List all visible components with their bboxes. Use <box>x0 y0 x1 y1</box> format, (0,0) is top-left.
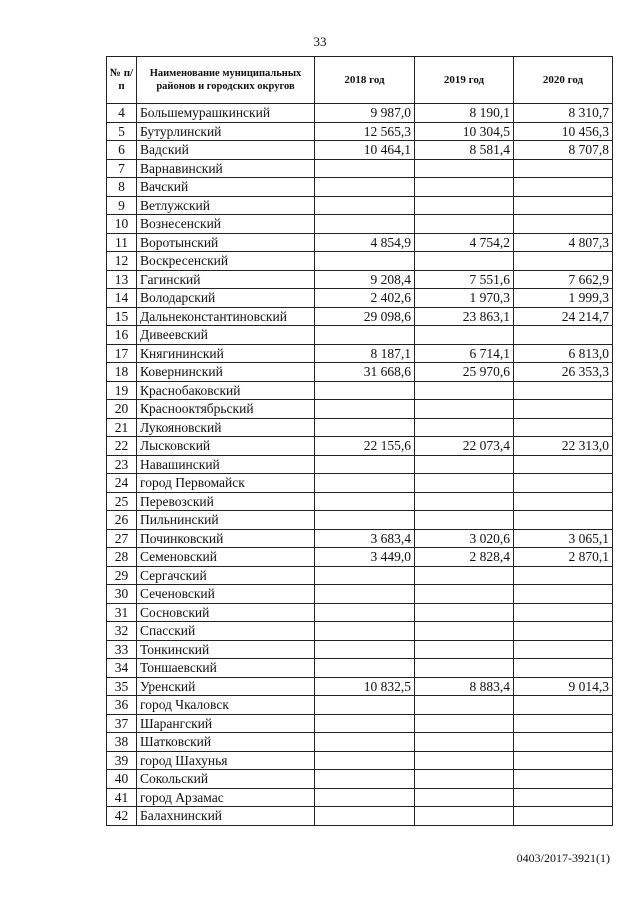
district-name: Володарский <box>137 289 315 308</box>
row-number: 40 <box>107 770 137 789</box>
row-number: 27 <box>107 529 137 548</box>
value-2019 <box>415 511 514 530</box>
value-2018 <box>315 566 415 585</box>
data-table <box>106 56 613 826</box>
row-number: 21 <box>107 418 137 437</box>
value-2020 <box>514 159 613 178</box>
value-2020: 10 456,3 <box>514 122 613 141</box>
district-name: Сеченовский <box>137 585 315 604</box>
value-2019 <box>415 807 514 826</box>
value-2018 <box>315 474 415 493</box>
value-2020 <box>514 807 613 826</box>
header-2020: 2020 год <box>514 57 613 104</box>
district-name: Ветлужский <box>137 196 315 215</box>
district-name: Уренский <box>137 677 315 696</box>
value-2020: 2 870,1 <box>514 548 613 567</box>
value-2020: 4 807,3 <box>514 233 613 252</box>
row-number: 7 <box>107 159 137 178</box>
value-2020 <box>514 622 613 641</box>
district-name: Навашинский <box>137 455 315 474</box>
row-number: 32 <box>107 622 137 641</box>
value-2020 <box>514 474 613 493</box>
table-row <box>107 233 613 252</box>
row-number: 34 <box>107 659 137 678</box>
value-2018 <box>315 714 415 733</box>
table-row <box>107 437 613 456</box>
value-2018 <box>315 418 415 437</box>
header-2019: 2019 год <box>415 57 514 104</box>
value-2020 <box>514 418 613 437</box>
value-2020: 24 214,7 <box>514 307 613 326</box>
value-2018: 12 565,3 <box>315 122 415 141</box>
document-code: 0403/2017-3921(1) <box>516 851 610 865</box>
value-2020 <box>514 511 613 530</box>
value-2018 <box>315 622 415 641</box>
value-2019: 25 970,6 <box>415 363 514 382</box>
district-name: Бутурлинский <box>137 122 315 141</box>
row-number: 25 <box>107 492 137 511</box>
value-2019: 10 304,5 <box>415 122 514 141</box>
value-2019: 8 190,1 <box>415 104 514 123</box>
district-name: Тоншаевский <box>137 659 315 678</box>
value-2019 <box>415 714 514 733</box>
table-row <box>107 104 613 123</box>
value-2020 <box>514 751 613 770</box>
value-2019 <box>415 640 514 659</box>
value-2019 <box>415 196 514 215</box>
value-2018 <box>315 326 415 345</box>
table-row <box>107 363 613 382</box>
value-2019 <box>415 381 514 400</box>
district-name: Вознесенский <box>137 215 315 234</box>
district-name: Краснооктябрьский <box>137 400 315 419</box>
table-row <box>107 603 613 622</box>
value-2020 <box>514 215 613 234</box>
value-2018 <box>315 788 415 807</box>
row-number: 39 <box>107 751 137 770</box>
table-row <box>107 714 613 733</box>
value-2020 <box>514 196 613 215</box>
district-name: Лукояновский <box>137 418 315 437</box>
district-name: Лысковский <box>137 437 315 456</box>
district-name: Перевозский <box>137 492 315 511</box>
value-2019 <box>415 215 514 234</box>
row-number: 13 <box>107 270 137 289</box>
value-2018: 10 832,5 <box>315 677 415 696</box>
district-name: Вачский <box>137 178 315 197</box>
row-number: 11 <box>107 233 137 252</box>
value-2020 <box>514 400 613 419</box>
value-2018: 4 854,9 <box>315 233 415 252</box>
value-2020 <box>514 603 613 622</box>
value-2018 <box>315 159 415 178</box>
table-row <box>107 751 613 770</box>
value-2018: 8 187,1 <box>315 344 415 363</box>
row-number: 41 <box>107 788 137 807</box>
district-name: Балахнинский <box>137 807 315 826</box>
header-name: Наименование муниципальных районов и городских округов <box>137 57 315 104</box>
district-name: Дивеевский <box>137 326 315 345</box>
table-row <box>107 492 613 511</box>
page-number: 33 <box>313 34 327 49</box>
value-2019 <box>415 474 514 493</box>
table-row <box>107 659 613 678</box>
district-name: Шарангский <box>137 714 315 733</box>
value-2020 <box>514 492 613 511</box>
row-number: 4 <box>107 104 137 123</box>
district-name: город Шахунья <box>137 751 315 770</box>
row-number: 38 <box>107 733 137 752</box>
value-2018 <box>315 252 415 271</box>
district-name: Шатковский <box>137 733 315 752</box>
value-2018 <box>315 603 415 622</box>
value-2019 <box>415 751 514 770</box>
table-row <box>107 159 613 178</box>
table-row <box>107 474 613 493</box>
value-2018 <box>315 511 415 530</box>
district-name: Вадский <box>137 141 315 160</box>
value-2020 <box>514 326 613 345</box>
value-2018: 22 155,6 <box>315 437 415 456</box>
value-2018: 10 464,1 <box>315 141 415 160</box>
value-2018 <box>315 196 415 215</box>
table-row <box>107 122 613 141</box>
value-2018 <box>315 696 415 715</box>
table-row <box>107 418 613 437</box>
table-row <box>107 770 613 789</box>
row-number: 23 <box>107 455 137 474</box>
table-row <box>107 215 613 234</box>
value-2020 <box>514 455 613 474</box>
value-2019 <box>415 326 514 345</box>
table-header-row <box>107 57 613 104</box>
value-2019: 2 828,4 <box>415 548 514 567</box>
value-2020 <box>514 788 613 807</box>
row-number: 33 <box>107 640 137 659</box>
value-2019: 3 020,6 <box>415 529 514 548</box>
value-2018: 3 449,0 <box>315 548 415 567</box>
value-2019: 23 863,1 <box>415 307 514 326</box>
table-row <box>107 696 613 715</box>
table-row <box>107 196 613 215</box>
value-2019: 22 073,4 <box>415 437 514 456</box>
value-2020 <box>514 770 613 789</box>
table-row <box>107 807 613 826</box>
value-2018 <box>315 807 415 826</box>
value-2019 <box>415 178 514 197</box>
value-2020 <box>514 566 613 585</box>
value-2020: 9 014,3 <box>514 677 613 696</box>
value-2019: 6 714,1 <box>415 344 514 363</box>
value-2020: 8 310,7 <box>514 104 613 123</box>
value-2019 <box>415 159 514 178</box>
district-name: Сергачский <box>137 566 315 585</box>
value-2018 <box>315 770 415 789</box>
value-2020 <box>514 640 613 659</box>
row-number: 31 <box>107 603 137 622</box>
district-name: Спасский <box>137 622 315 641</box>
value-2018 <box>315 733 415 752</box>
table-row <box>107 326 613 345</box>
value-2019 <box>415 400 514 419</box>
header-num: № п/п <box>107 57 137 104</box>
value-2019 <box>415 770 514 789</box>
row-number: 14 <box>107 289 137 308</box>
value-2020: 8 707,8 <box>514 141 613 160</box>
district-name: Варнавинский <box>137 159 315 178</box>
row-number: 20 <box>107 400 137 419</box>
table-body <box>107 104 613 826</box>
value-2018 <box>315 178 415 197</box>
value-2018 <box>315 492 415 511</box>
table-row <box>107 511 613 530</box>
district-name: Воскресенский <box>137 252 315 271</box>
row-number: 26 <box>107 511 137 530</box>
row-number: 9 <box>107 196 137 215</box>
table-row <box>107 178 613 197</box>
table-row <box>107 566 613 585</box>
value-2020 <box>514 252 613 271</box>
value-2020: 22 313,0 <box>514 437 613 456</box>
value-2018 <box>315 640 415 659</box>
row-number: 22 <box>107 437 137 456</box>
value-2018 <box>315 455 415 474</box>
value-2019 <box>415 455 514 474</box>
district-name: Починковский <box>137 529 315 548</box>
table-row <box>107 788 613 807</box>
value-2018: 2 402,6 <box>315 289 415 308</box>
row-number: 8 <box>107 178 137 197</box>
row-number: 17 <box>107 344 137 363</box>
value-2020: 7 662,9 <box>514 270 613 289</box>
value-2018: 29 098,6 <box>315 307 415 326</box>
row-number: 6 <box>107 141 137 160</box>
value-2019 <box>415 733 514 752</box>
table-row <box>107 400 613 419</box>
row-number: 12 <box>107 252 137 271</box>
value-2019 <box>415 585 514 604</box>
row-number: 18 <box>107 363 137 382</box>
row-number: 19 <box>107 381 137 400</box>
table-row <box>107 270 613 289</box>
value-2019: 8 581,4 <box>415 141 514 160</box>
value-2019: 1 970,3 <box>415 289 514 308</box>
value-2019 <box>415 418 514 437</box>
table-row <box>107 529 613 548</box>
value-2020 <box>514 381 613 400</box>
row-number: 30 <box>107 585 137 604</box>
row-number: 16 <box>107 326 137 345</box>
value-2018 <box>315 751 415 770</box>
value-2018: 9 987,0 <box>315 104 415 123</box>
value-2020 <box>514 696 613 715</box>
row-number: 10 <box>107 215 137 234</box>
table-row <box>107 733 613 752</box>
row-number: 24 <box>107 474 137 493</box>
row-number: 28 <box>107 548 137 567</box>
table-row <box>107 289 613 308</box>
table-row <box>107 252 613 271</box>
row-number: 15 <box>107 307 137 326</box>
table-row <box>107 455 613 474</box>
value-2020 <box>514 733 613 752</box>
table-row <box>107 585 613 604</box>
district-name: Ковернинский <box>137 363 315 382</box>
value-2020 <box>514 659 613 678</box>
value-2018: 31 668,6 <box>315 363 415 382</box>
district-name: Дальнеконстантиновский <box>137 307 315 326</box>
district-name: город Первомайск <box>137 474 315 493</box>
value-2018 <box>315 215 415 234</box>
value-2018 <box>315 659 415 678</box>
value-2018 <box>315 381 415 400</box>
header-2018: 2018 год <box>315 57 415 104</box>
district-name: город Чкаловск <box>137 696 315 715</box>
value-2019 <box>415 788 514 807</box>
value-2019 <box>415 566 514 585</box>
district-name: Краснобаковский <box>137 381 315 400</box>
table-row <box>107 677 613 696</box>
row-number: 36 <box>107 696 137 715</box>
table-row <box>107 548 613 567</box>
row-number: 37 <box>107 714 137 733</box>
district-name: Гагинский <box>137 270 315 289</box>
value-2019 <box>415 492 514 511</box>
table-row <box>107 622 613 641</box>
value-2019 <box>415 252 514 271</box>
value-2020: 26 353,3 <box>514 363 613 382</box>
district-name: Тонкинский <box>137 640 315 659</box>
district-name: Большемурашкинский <box>137 104 315 123</box>
value-2019: 8 883,4 <box>415 677 514 696</box>
row-number: 42 <box>107 807 137 826</box>
table-row <box>107 141 613 160</box>
row-number: 35 <box>107 677 137 696</box>
value-2018: 9 208,4 <box>315 270 415 289</box>
table-row <box>107 381 613 400</box>
value-2020: 1 999,3 <box>514 289 613 308</box>
value-2020 <box>514 585 613 604</box>
value-2020 <box>514 178 613 197</box>
district-name: Семеновский <box>137 548 315 567</box>
value-2019 <box>415 696 514 715</box>
value-2020: 6 813,0 <box>514 344 613 363</box>
district-name: Сокольский <box>137 770 315 789</box>
district-name: Княгининский <box>137 344 315 363</box>
table-row <box>107 344 613 363</box>
value-2018 <box>315 585 415 604</box>
row-number: 29 <box>107 566 137 585</box>
value-2019 <box>415 622 514 641</box>
value-2019 <box>415 659 514 678</box>
value-2018: 3 683,4 <box>315 529 415 548</box>
district-name: Воротынский <box>137 233 315 252</box>
value-2018 <box>315 400 415 419</box>
table-row <box>107 307 613 326</box>
table-row <box>107 640 613 659</box>
district-name: Пильнинский <box>137 511 315 530</box>
district-name: Сосновский <box>137 603 315 622</box>
value-2019: 7 551,6 <box>415 270 514 289</box>
value-2019 <box>415 603 514 622</box>
row-number: 5 <box>107 122 137 141</box>
value-2020 <box>514 714 613 733</box>
value-2019: 4 754,2 <box>415 233 514 252</box>
value-2020: 3 065,1 <box>514 529 613 548</box>
district-name: город Арзамас <box>137 788 315 807</box>
